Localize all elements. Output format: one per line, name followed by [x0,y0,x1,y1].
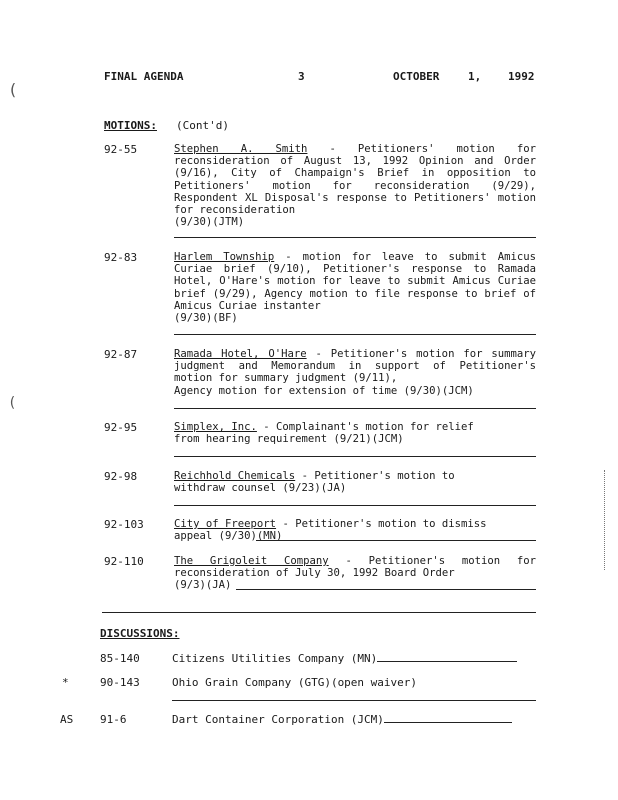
header-month: OCTOBER [393,70,440,83]
motions-contd: (Cont'd) [176,119,229,132]
motion-party: City of Freeport [174,518,277,530]
motion-divider [174,505,536,506]
discussion-number: 91-6 [100,713,127,726]
discussion-number: 90-143 [100,676,140,689]
scan-artifact: ( [8,80,18,99]
discussion-entry [172,713,512,726]
motion-entry [174,251,536,324]
motion-number: 92-83 [104,251,138,264]
motion-party: Simplex, Inc. [174,421,257,433]
discussion-prefix: AS [60,713,74,726]
motion-entry [174,421,536,445]
discussion-text: Ohio Grain Company (GTG)(open waiver) [172,676,418,689]
motion-divider [174,334,536,335]
motion-number: 92-103 [104,518,144,531]
motion-text: - Petitioner's motion for summary judgment and Memorandum in support of Petitioner's motion for summary judgment (9/11), [174,348,537,385]
motion-number: 92-87 [104,348,138,361]
page-number: 3 [298,70,305,83]
motion-tail: Agency motion for extension of time (9/30)(JCM) [174,384,474,397]
motions-heading: MOTIONS: [104,119,157,132]
motion-text: - Petitioners' motion for reconsideration of August 13, 1992 Opinion and Order (9/16), City of Champaign's Brief in opposition to Petitioners' motion for reconsideration (9/29), Respondent XL Disposal's response to Petitioners' motion for reconsideration [174,143,536,217]
motion-number: 92-110 [104,555,144,568]
motion-text: - Petitioner's motion for reconsideration of July 30, 1992 Board Order [174,555,537,580]
motion-number: 92-95 [104,421,138,434]
motion-entry [174,143,536,228]
motion-divider [174,456,536,457]
motion-party: Ramada Hotel, O'Hare [174,348,307,360]
motion-tail: (9/30)(JTM) [174,216,245,229]
discussion-text: Citizens Utilities Company (MN) [172,652,378,665]
discussion-number: 85-140 [100,652,140,665]
motion-number: 92-55 [104,143,138,156]
motion-text: - Petitioner's motion to [295,470,455,482]
fill-line [377,661,517,662]
motion-text: - motion for leave to submit Amicus Curiae brief (9/10), Petitioner's response to Ramada Hotel, O'Hare's motion for leave to submit Amicus Curiae brief (9/29), Agency motion to file response to brief of Amicus Curiae instanter [174,251,537,312]
motion-entry [174,555,536,592]
motion-entry [174,518,536,542]
fill-line [384,722,512,723]
discussion-divider [172,700,536,701]
motion-tail: appeal (9/30)(MN) [174,530,283,543]
motion-divider [174,408,536,409]
motion-text: - Complainant's motion for relief [256,421,474,433]
motion-party: Stephen A. Smith [174,143,308,155]
motion-tail: (9/3)(JA) [174,579,232,592]
motion-tail: (9/30)(BF) [174,312,238,325]
header-year: 1992 [508,70,535,83]
motion-divider [174,237,536,238]
discussions-heading: DISCUSSIONS: [100,627,180,640]
header-day: 1, [468,70,482,83]
discussion-entry [172,676,417,689]
motion-number: 92-98 [104,470,138,483]
motion-text: - Petitioner's motion to dismiss [276,518,487,530]
motion-tail: from hearing requirement (9/21)(JCM) [174,433,404,446]
motion-party: The Grigoleit Company [174,555,329,567]
discussion-entry [172,652,517,665]
section-divider [102,612,536,613]
motion-party: Harlem Township [174,251,275,263]
agenda-title: FINAL AGENDA [104,70,184,83]
scan-edge [604,470,607,570]
motion-divider [236,589,536,590]
motion-entry [174,470,536,494]
discussion-text: Dart Container Corporation (JCM) [172,713,384,726]
motion-entry [174,348,536,397]
motion-party: Reichhold Chemicals [174,470,296,482]
motion-tail: withdraw counsel (9/23)(JA) [174,482,347,495]
discussion-prefix: * [62,676,69,689]
motion-divider [256,540,536,541]
scan-artifact: ( [8,395,17,411]
